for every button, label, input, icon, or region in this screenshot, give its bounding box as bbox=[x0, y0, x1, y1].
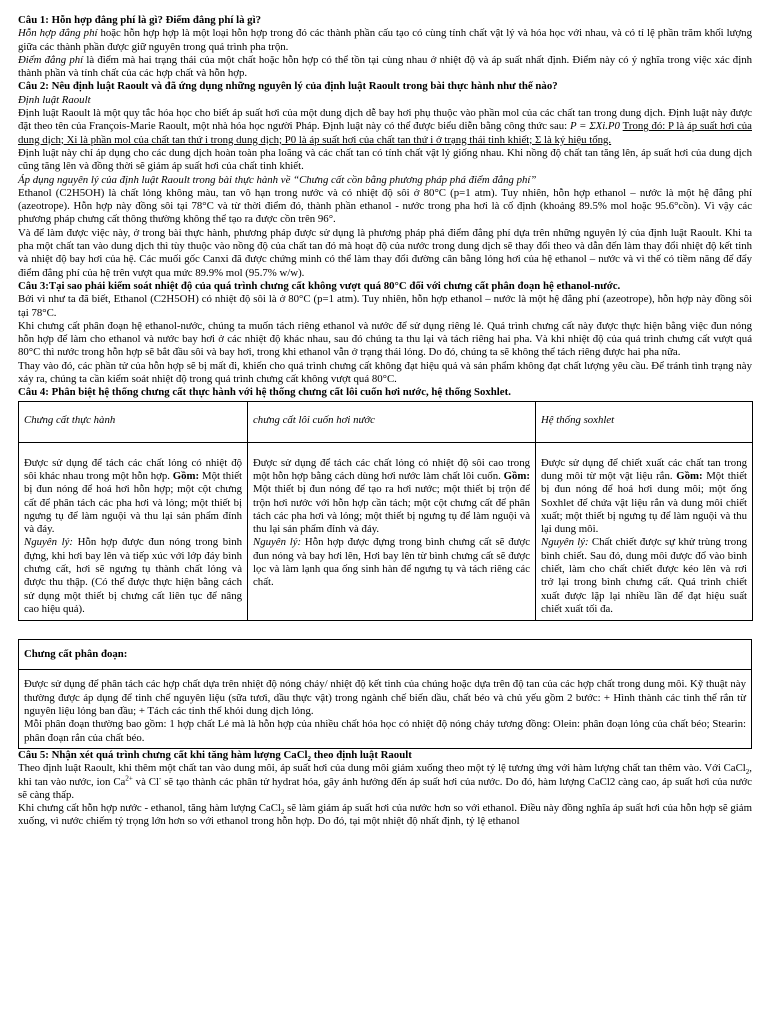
fraction-paragraph-1: Được sử dụng để phân tách các hợp chất dựa trên nhiệt độ nóng chảy/ nhiệt độ kết tinh của chúng hoặc dựa trên độ tan của các hợp chất trong dung môi. Kỹ thuật này thường được áp dụng để tinh chế nguyên liệu (sữa tươi, dầu thực vật) trong ngành chế biến dầu, chất béo và chủ yếu gồm 2 bước: + Hình thành các tinh thể rắn từ nguyên liệu lỏng ban đầu; + Tách các tinh thể khỏi dung dịch lỏng. bbox=[24, 678, 746, 718]
q5-title-text-end: theo định luật Raoult bbox=[311, 748, 412, 761]
col1-components: Một thiết bị đun nóng để hoá hơi hỗn hợp; một cột chưng cất để phân tách các pha hơi và lỏng; một thiết bị ngưng tụ để làm nguội và thu lại sản phẩm đỉnh và đáy. bbox=[24, 469, 242, 536]
cacl2-subscript-2: 2 bbox=[280, 808, 285, 817]
col3-components: Một thiết bị đun nóng để hoá hơi dung môi; một ống Soxhlet để chứa vật liệu rắn và dung môi chiết xuất; một thiết bị ngưng tụ để làm nguội và thu lại dung môi. bbox=[541, 469, 747, 536]
method-paragraph: Và để làm được việc này, ở trong bài thực hành, phương pháp được sử dụng là phương pháp phá điểm đẳng phí dựa trên những nguyên lý của định luật Raoult. Khi ta pha một chất tan vào dung dịch thì tùy thuộc vào nồng độ của chất tan đó mà hoạt độ của nước trong dung dịch sẽ thay đổi theo và dẫn đến làm thay đổi nhiệt độ kết tinh và nhiệt độ bay hơi của hệ. Các muối gốc Canxi đã được chứng minh có thể làm thay đổi đường cân bằng lỏng hơi của hệ ethanol – nước và vì thế có tiềm năng để đẩy điểm đẳng phí của hệ trên vượt qua mức 89.9% mol (95.7% w/w). bbox=[18, 226, 752, 279]
application-subheading: Áp dụng nguyên lý của định luật Raoult trong bài thực hành về “Chưng cất cồn bằng phương pháp phá điểm đẳng phí” bbox=[18, 173, 537, 186]
col2-principle: Hỗn hợp được đựng trong bình chưng cất sẽ được đun nóng và bay hơi lên, Hơi bay lên từ bình chưng cất sẽ được lọc và làm lạnh qua ống sinh hàn để ngưng tụ và tách riêng các chất. bbox=[253, 536, 530, 589]
header-soxhlet: Hệ thống soxhlet bbox=[536, 401, 753, 442]
raoult-formula: P = ΣXi.P0 bbox=[569, 120, 623, 133]
col2-use: Được sử dụng để tách các chất lỏng có nhiệt độ sôi cao trong một hỗn hợp bằng cách dùng hơi nước làm chất lôi cuốn. bbox=[253, 456, 530, 482]
question-4-title: Câu 4: Phân biệt hệ thống chưng cất thực hành với hệ thống chưng cất lôi cuốn hơi nước, hệ thống Soxhlet. bbox=[18, 386, 511, 399]
q5-p2-a: Khi chưng cất hỗn hợp nước - ethanol, tăng hàm lượng CaCl bbox=[18, 802, 281, 815]
question-1-title: Câu 1: Hỗn hợp đẳng phí là gì? Điểm đẳng phí là gì? bbox=[18, 14, 261, 26]
col2-components-label: Gồm: bbox=[503, 469, 530, 482]
header-practical-distillation: Chưng cất thực hành bbox=[19, 401, 248, 442]
term-azeotropic-point: Điểm đẳng phí bbox=[18, 53, 84, 66]
col1-components-label: Gồm: bbox=[172, 469, 200, 482]
raoult-text: Định luật Raoult là một quy tắc hóa học cho biết áp suất hơi của một dung dịch dễ bay hơi phụ thuộc vào phần mol của các chất tan trong dung dịch. Định luật này được đặt theo tên của François-Marie Raoult, một nhà hóa học người Pháp. Định luật này có thể được biểu diễn bằng công thức sau: bbox=[18, 107, 752, 133]
fraction-paragraph-2: Mỗi phân đoạn thường bao gồm: 1 hợp chất Lẻ mà là hỗn hợp của nhiều chất hóa học có nhiệt độ nóng chảy tương đồng: Olein: phân đoạn lỏng của chất béo; Stearin: phân đoạn rắn của chất béo. bbox=[24, 718, 746, 744]
cell-steam-distillation bbox=[248, 442, 536, 621]
raoult-law-subheading: Định luật Raoult bbox=[18, 93, 91, 106]
q5-title-subscript: 2 bbox=[307, 755, 312, 764]
azeotropic-point-text: là điểm mà hai trạng thái của một chất hoặc hỗn hợp có thể tồn tại cùng nhau ở nhiệt độ và áp suất nhất định. Điểm này có ý nghĩa trong việc xác định thành phần và tính chất của các hợp chất và hỗn hợp. bbox=[18, 53, 752, 80]
azeotropic-point-definition bbox=[18, 54, 752, 81]
col2-components: Một thiết bị đun nóng để tạo ra hơi nước; một thiết bị trộn để trộn hơi nước với hỗn hợp cần tách; một cột chưng cất để phân tách các pha hơi và lỏng; một thiết bị ngưng tụ để làm nguội và thu lại sản phẩm đỉnh và đáy. bbox=[253, 483, 530, 536]
formula-note: Trong đó: P là áp suất hơi của dung dịch; Xi là phần mol của chất tan thứ i trong dung dịch; P0 là áp suất hơi của chất tan thứ i ở trạng thái tinh khiết; Σ là ký hiệu tổng. bbox=[18, 120, 752, 146]
q5-paragraph-2 bbox=[18, 802, 752, 829]
fractional-distillation-body bbox=[19, 670, 751, 747]
term-azeotrope: Hỗn hợp đẳng phí bbox=[18, 27, 98, 40]
cl-charge: - bbox=[158, 773, 162, 782]
q5-p1-d: sẽ tạo thành các phân tử hydrat hóa, gây ảnh hưởng đến áp suất hơi của nước. Do đó, hàm lượng CaCl2 càng cao, áp suất hơi của nước sẽ càng thấp. bbox=[18, 775, 752, 801]
q5-p2-b: sẽ làm giảm áp suất hơi của nước hơn so với ethanol. Điều này đồng nghĩa áp suất hơi của hỗn hợp sẽ giảm xuống, vì nước chiếm tỷ trọng lớn hơn so với ethanol trong hỗn hợp. Do đó, tại một nhiệt độ nhất định, tỷ lệ ethanol bbox=[18, 802, 752, 828]
q3-paragraph-2: Khi chưng cất phân đoạn hệ ethanol-nước, chúng ta muốn tách riêng ethanol và nước để sử dụng riêng lẻ. Quá trình chưng cất này được thực hiện bằng việc đun nóng hỗn hợp để làm cho ethanol và nước bay hơi ở các nhiệt độ khác nhau, sau đó chúng ta thu lại và tách riêng hai pha. Và khi nhiệt độ của quá trình chưng cất vượt quá 80°C thì nước trong hỗn hợp sẽ bắt đầu sôi và bay hơi, trong khi ethanol vẫn ở trạng thái lỏng. Do đó, chúng ta sẽ không thể tách riêng được hai pha nữa. bbox=[18, 319, 752, 359]
q5-p1-c: và Cl bbox=[132, 775, 159, 788]
col1-principle: Hỗn hợp được đun nóng trong bình đựng, khi hơi bay lên và tiếp xúc với lớp đáy bình chưng cất, hơi sẽ ngưng tụ thành chất lỏng và được thu thập. (Có thể được thực hiện bằng cách sử dụng một thiết bị chưng cất liên tục để nâng cao hiệu quả). bbox=[24, 536, 242, 615]
table-row bbox=[19, 442, 753, 621]
ethanol-paragraph: Ethanol (C2H5OH) là chất lỏng không màu, tan vô hạn trong nước và có nhiệt độ sôi ở 80°C (p=1 atm). Tuy nhiên, hỗn hợp ethanol – nước là một hệ đẳng phí (azeotrope). Hỗn hợp này đồng sôi tại 78°C và từ thời điểm đó, thành phần ethanol - nước trong pha hơi là cố định (khoảng 89.5% mol hoặc 95.6°cồn). Vì vậy các phương pháp chưng cất thông thường không thể tạo ra được cồn trên 96°. bbox=[18, 186, 752, 226]
question-2-title: Câu 2: Nêu định luật Raoult và đã ứng dụng những nguyên lý của định luật Raoult trong bài thực hành như thế nào? bbox=[18, 80, 558, 93]
fractional-distillation-title: Chưng cất phân đoạn: bbox=[19, 640, 751, 670]
q3-paragraph-3: Thay vào đó, các phần tử của hỗn hợp sẽ bị mất đi, khiến cho quá trình chưng cất không đạt hiệu quả và sản phẩm không đạt chất lượng yêu cầu. Để tránh tình trạng này xảy ra, chúng ta cần kiểm soát nhiệt độ trong quá trình chưng cất không vượt quá 80°C. bbox=[18, 359, 752, 386]
table-header-row bbox=[19, 401, 753, 442]
azeotrope-definition bbox=[18, 27, 752, 54]
col3-principle: Chất chiết được sự khử trùng trong bình chiết. Sau đó, dung môi được đổ vào bình chiết, làm cho chất chiết được kéo lên và rơi trở lại trong bình chưng cất. Quá trình chiết xuất được lặp lại nhiều lần để đạt hiệu suất chiết xuất tối đa. bbox=[541, 536, 747, 615]
raoult-law-paragraph bbox=[18, 107, 752, 147]
col3-use: Được sử dụng để chiết xuất các chất tan trong dung môi từ một vật liệu rắn. bbox=[541, 456, 747, 482]
q5-paragraph-1 bbox=[18, 762, 752, 802]
col2-principle-label: Nguyên lý: bbox=[253, 536, 302, 549]
document-page bbox=[18, 14, 752, 829]
q3-paragraph-1: Bởi vì như ta đã biết, Ethanol (C2H5OH) có nhiệt độ sôi là ở 80°C (p=1 atm). Tuy nhiên, hỗn hợp ethanol – nước là một hệ đẳng phí (azeotrope), hỗn hợp này đồng sôi tại 78°C. bbox=[18, 293, 752, 319]
header-steam-distillation: chưng cất lôi cuốn hơi nước bbox=[248, 401, 536, 442]
col1-principle-label: Nguyên lý: bbox=[24, 536, 73, 549]
col3-components-label: Gồm: bbox=[676, 469, 703, 482]
cacl2-subscript: 2 bbox=[745, 768, 750, 777]
comparison-table bbox=[18, 401, 753, 622]
q5-p1-a: Theo định luật Raoult, khi thêm một chất tan vào dung môi, áp suất hơi của dung môi giảm xuống theo một tỷ lệ tương ứng với hàm lượng chất tan thêm vào. Với CaCl bbox=[18, 762, 746, 775]
azeotrope-text: hoặc hỗn hợp hợp là một loại hỗn hợp trong đó các thành phần cấu tạo có cùng tính chất vật lý và hóa học với nhau, và có tỉ lệ phần trăm khối lượng giữa các thành phần được giữ nguyên trong quá trình pha trộn. bbox=[18, 27, 752, 53]
q5-p1-b: , khi tan vào nước, ion Ca bbox=[18, 762, 752, 788]
col1-use: Được sử dụng để tách các chất lỏng có nhiệt độ sôi khác nhau trong một hỗn hợp. bbox=[24, 456, 242, 482]
raoult-scope-paragraph: Định luật này chỉ áp dụng cho các dung dịch hoàn toàn pha loãng và các chất tan có tính chất vật lý giống nhau. Khi nồng độ chất tan tăng lên, áp suất hơi của dung dịch cũng tăng lên và đồng thời sẽ giảm áp suất hơi của chất tinh khiết. bbox=[18, 146, 752, 173]
fractional-distillation-box bbox=[18, 639, 752, 749]
q5-title-text: Câu 5: Nhận xét quá trình chưng cất khi tăng hàm lượng CaCl bbox=[18, 748, 308, 761]
cell-soxhlet bbox=[536, 442, 753, 621]
question-3-title: Câu 3:Tại sao phải kiểm soát nhiệt độ của quá trình chưng cất không vượt quá 80°C đối với chưng cất phân đoạn hệ ethanol-nước. bbox=[18, 279, 621, 292]
ca-charge: 2+ bbox=[125, 773, 133, 782]
question-5-title bbox=[18, 749, 752, 762]
cell-practical-distillation bbox=[19, 442, 248, 621]
col3-principle-label: Nguyên lý: bbox=[541, 536, 589, 549]
